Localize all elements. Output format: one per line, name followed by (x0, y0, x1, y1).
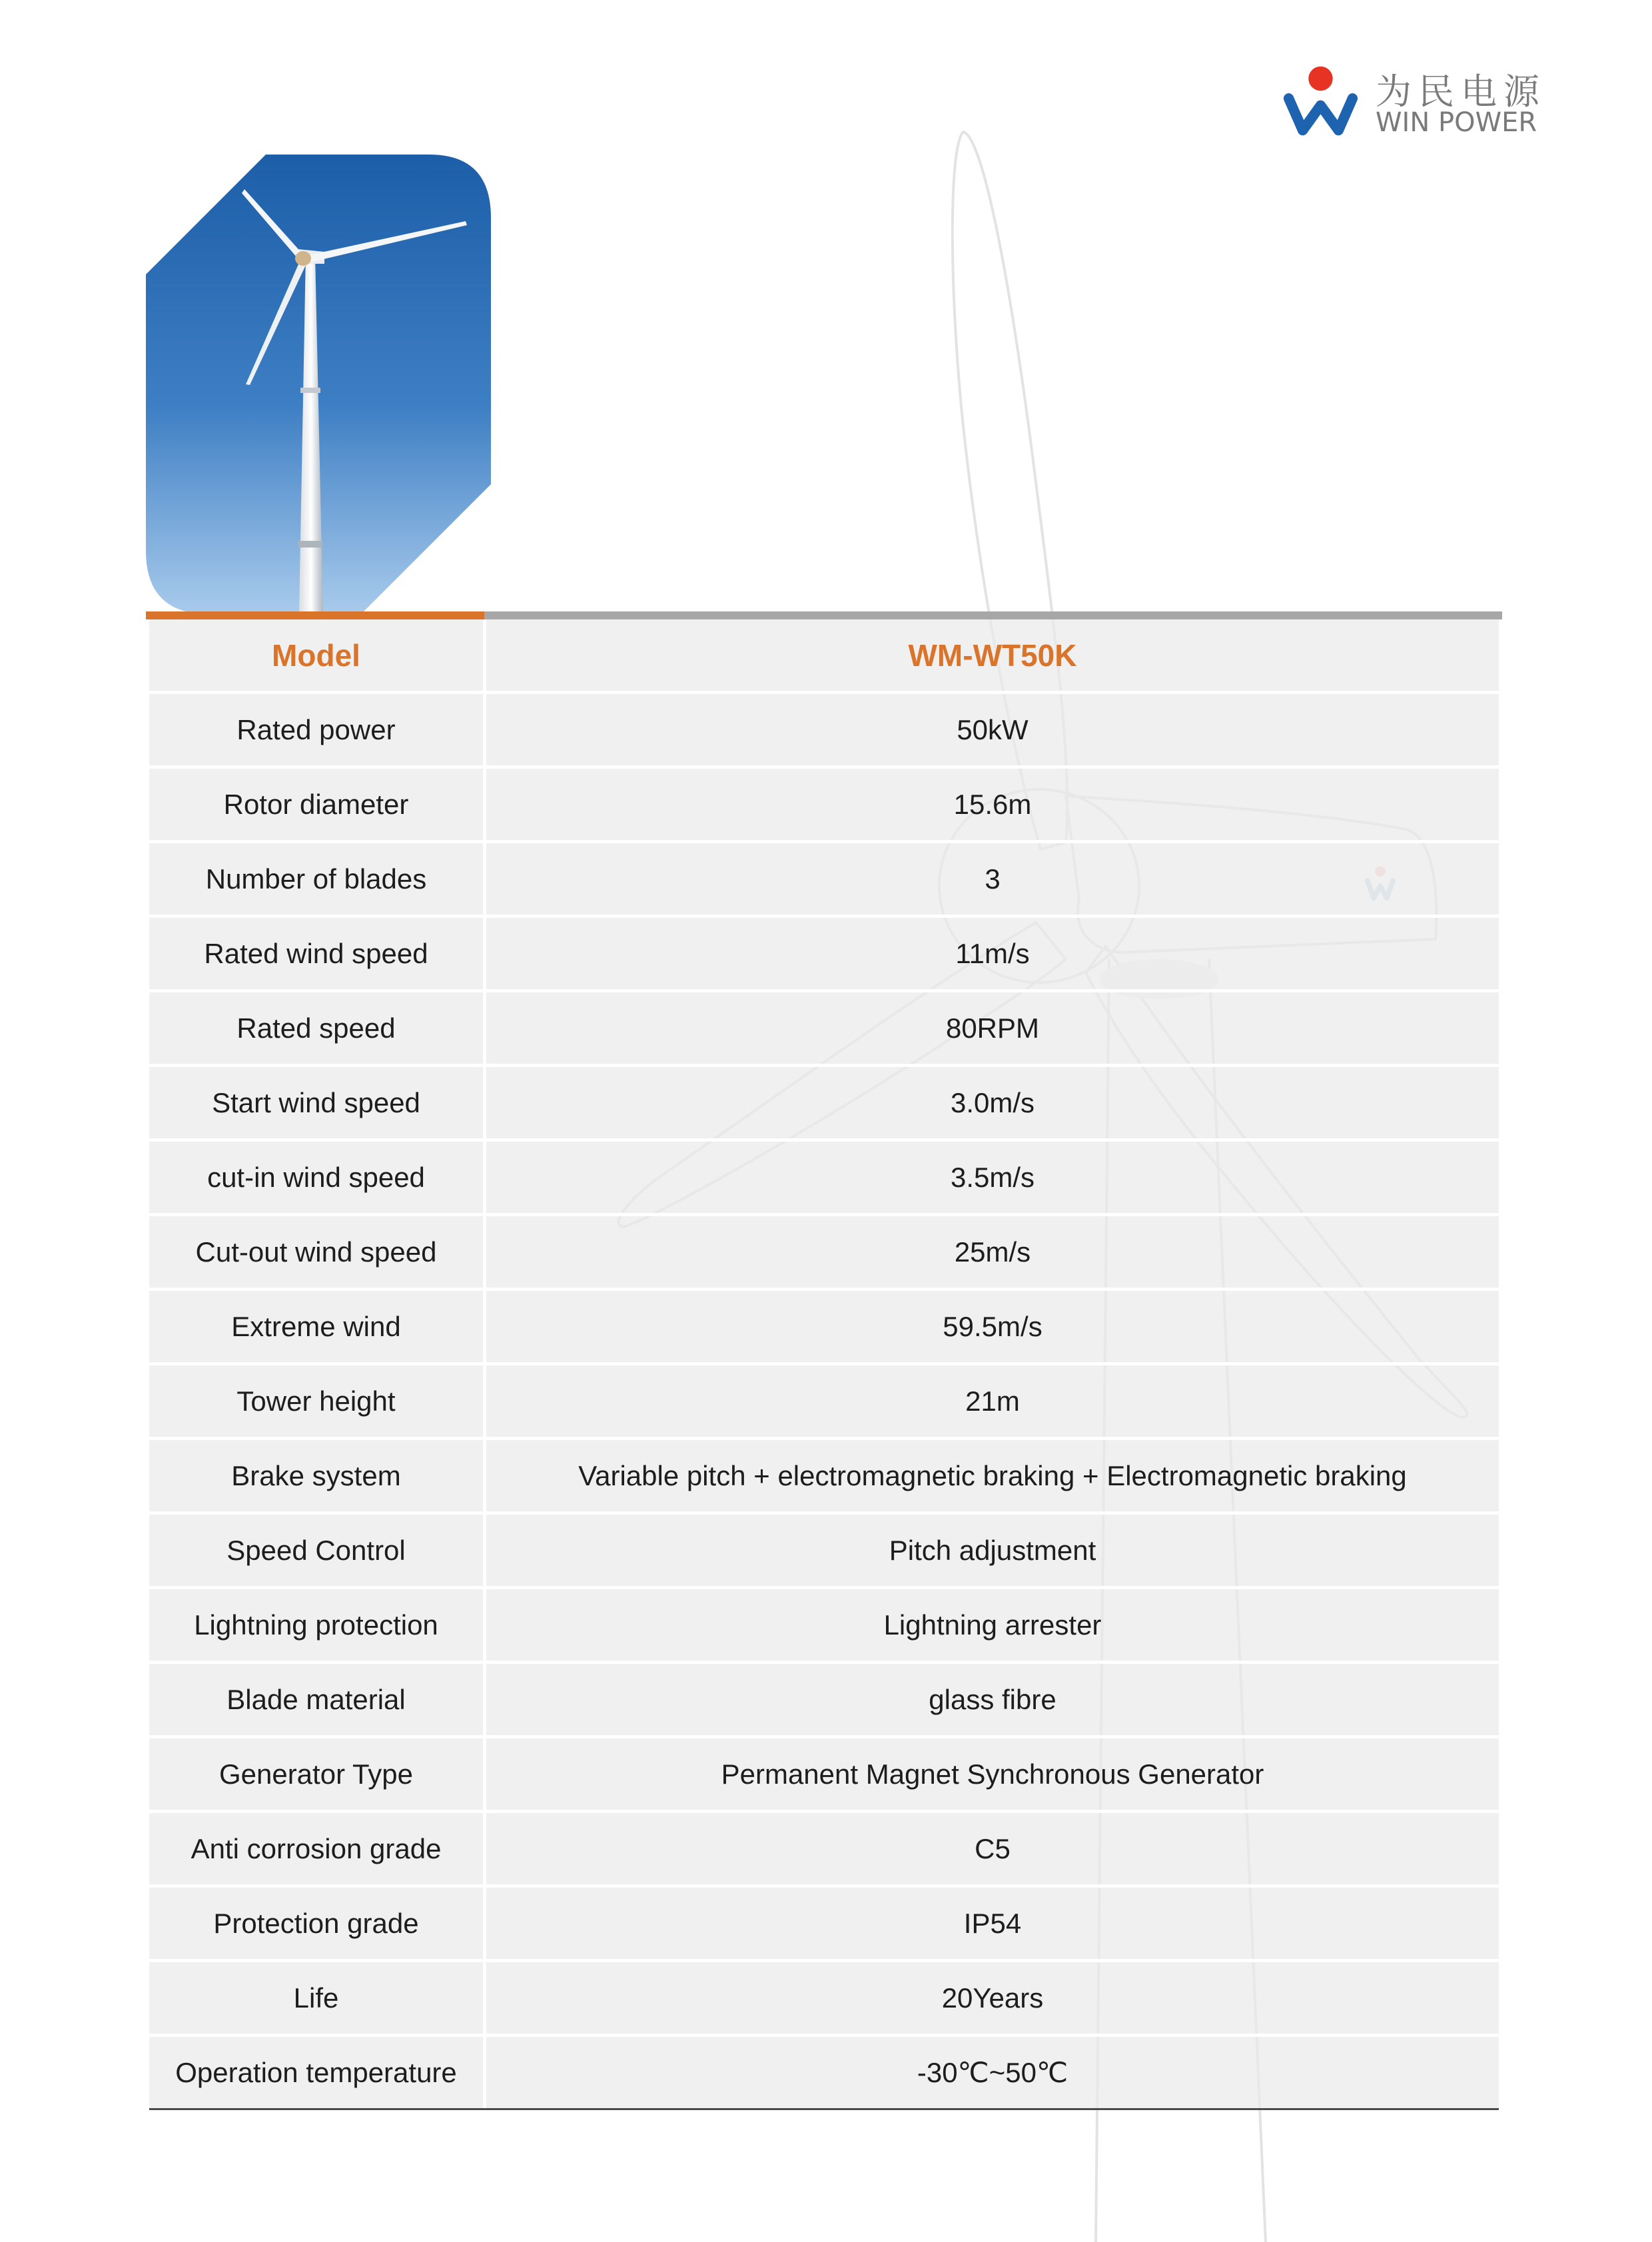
spec-value: glass fibre (486, 1664, 1499, 1738)
spec-label: Number of blades (149, 843, 486, 918)
spec-label: Operation temperature (149, 2037, 486, 2108)
spec-label: Start wind speed (149, 1067, 486, 1142)
accent-bar-orange (146, 611, 484, 619)
company-logo (1282, 63, 1549, 143)
spec-label: Generator Type (149, 1738, 486, 1813)
table-row (149, 1813, 1499, 1888)
table-row (149, 1216, 1499, 1291)
spec-label: Blade material (149, 1664, 486, 1738)
spec-label: Speed Control (149, 1515, 486, 1589)
table-row (149, 769, 1499, 843)
spec-value: 59.5m/s (486, 1291, 1499, 1365)
table-row (149, 1067, 1499, 1142)
spec-label: Rated power (149, 694, 486, 769)
spec-label: Anti corrosion grade (149, 1813, 486, 1888)
spec-label: Extreme wind (149, 1291, 486, 1365)
spec-label: Life (149, 1962, 486, 2037)
table-row (149, 2037, 1499, 2108)
table-row (149, 1440, 1499, 1515)
spec-label: Lightning protection (149, 1589, 486, 1664)
spec-label: Protection grade (149, 1888, 486, 1962)
spec-label: Tower height (149, 1365, 486, 1440)
spec-value: Permanent Magnet Synchronous Generator (486, 1738, 1499, 1813)
model-value: WM-WT50K (486, 619, 1499, 694)
spec-value: 20Years (486, 1962, 1499, 2037)
spec-label: Rated speed (149, 992, 486, 1067)
spec-value: C5 (486, 1813, 1499, 1888)
spec-value: IP54 (486, 1888, 1499, 1962)
spec-label: Rated wind speed (149, 918, 486, 992)
spec-value: 3 (486, 843, 1499, 918)
table-header-row (149, 619, 1499, 694)
table-row (149, 1142, 1499, 1216)
spec-value: 25m/s (486, 1216, 1499, 1291)
spec-label: cut-in wind speed (149, 1142, 486, 1216)
spec-value: 80RPM (486, 992, 1499, 1067)
table-row (149, 694, 1499, 769)
spec-value: Pitch adjustment (486, 1515, 1499, 1589)
spec-label: Cut-out wind speed (149, 1216, 486, 1291)
win-power-logo-icon (1282, 63, 1359, 140)
logo-english-name: WIN POWER (1376, 107, 1537, 138)
table-row (149, 843, 1499, 918)
spec-value: -30℃~50℃ (486, 2037, 1499, 2108)
table-row (149, 1738, 1499, 1813)
spec-value: 3.0m/s (486, 1067, 1499, 1142)
wind-turbine-photo (146, 155, 491, 614)
spec-value: Variable pitch + electromagnetic braking + Electromagnetic braking (486, 1440, 1499, 1515)
table-row (149, 1888, 1499, 1962)
specification-table (149, 619, 1499, 2110)
model-label: Model (149, 619, 486, 694)
logo-chinese-name: 为民电源 (1376, 71, 1546, 113)
table-row (149, 1515, 1499, 1589)
accent-bar-gray (484, 611, 1502, 619)
spec-label: Rotor diameter (149, 769, 486, 843)
table-row (149, 1589, 1499, 1664)
spec-value: 11m/s (486, 918, 1499, 992)
table-row (149, 1365, 1499, 1440)
spec-value: 15.6m (486, 769, 1499, 843)
table-row (149, 1962, 1499, 2037)
spec-value: 3.5m/s (486, 1142, 1499, 1216)
spec-value: 21m (486, 1365, 1499, 1440)
table-row (149, 1664, 1499, 1738)
spec-value: Lightning arrester (486, 1589, 1499, 1664)
spec-label: Brake system (149, 1440, 486, 1515)
table-row (149, 1291, 1499, 1365)
table-row (149, 918, 1499, 992)
spec-value: 50kW (486, 694, 1499, 769)
table-row (149, 992, 1499, 1067)
